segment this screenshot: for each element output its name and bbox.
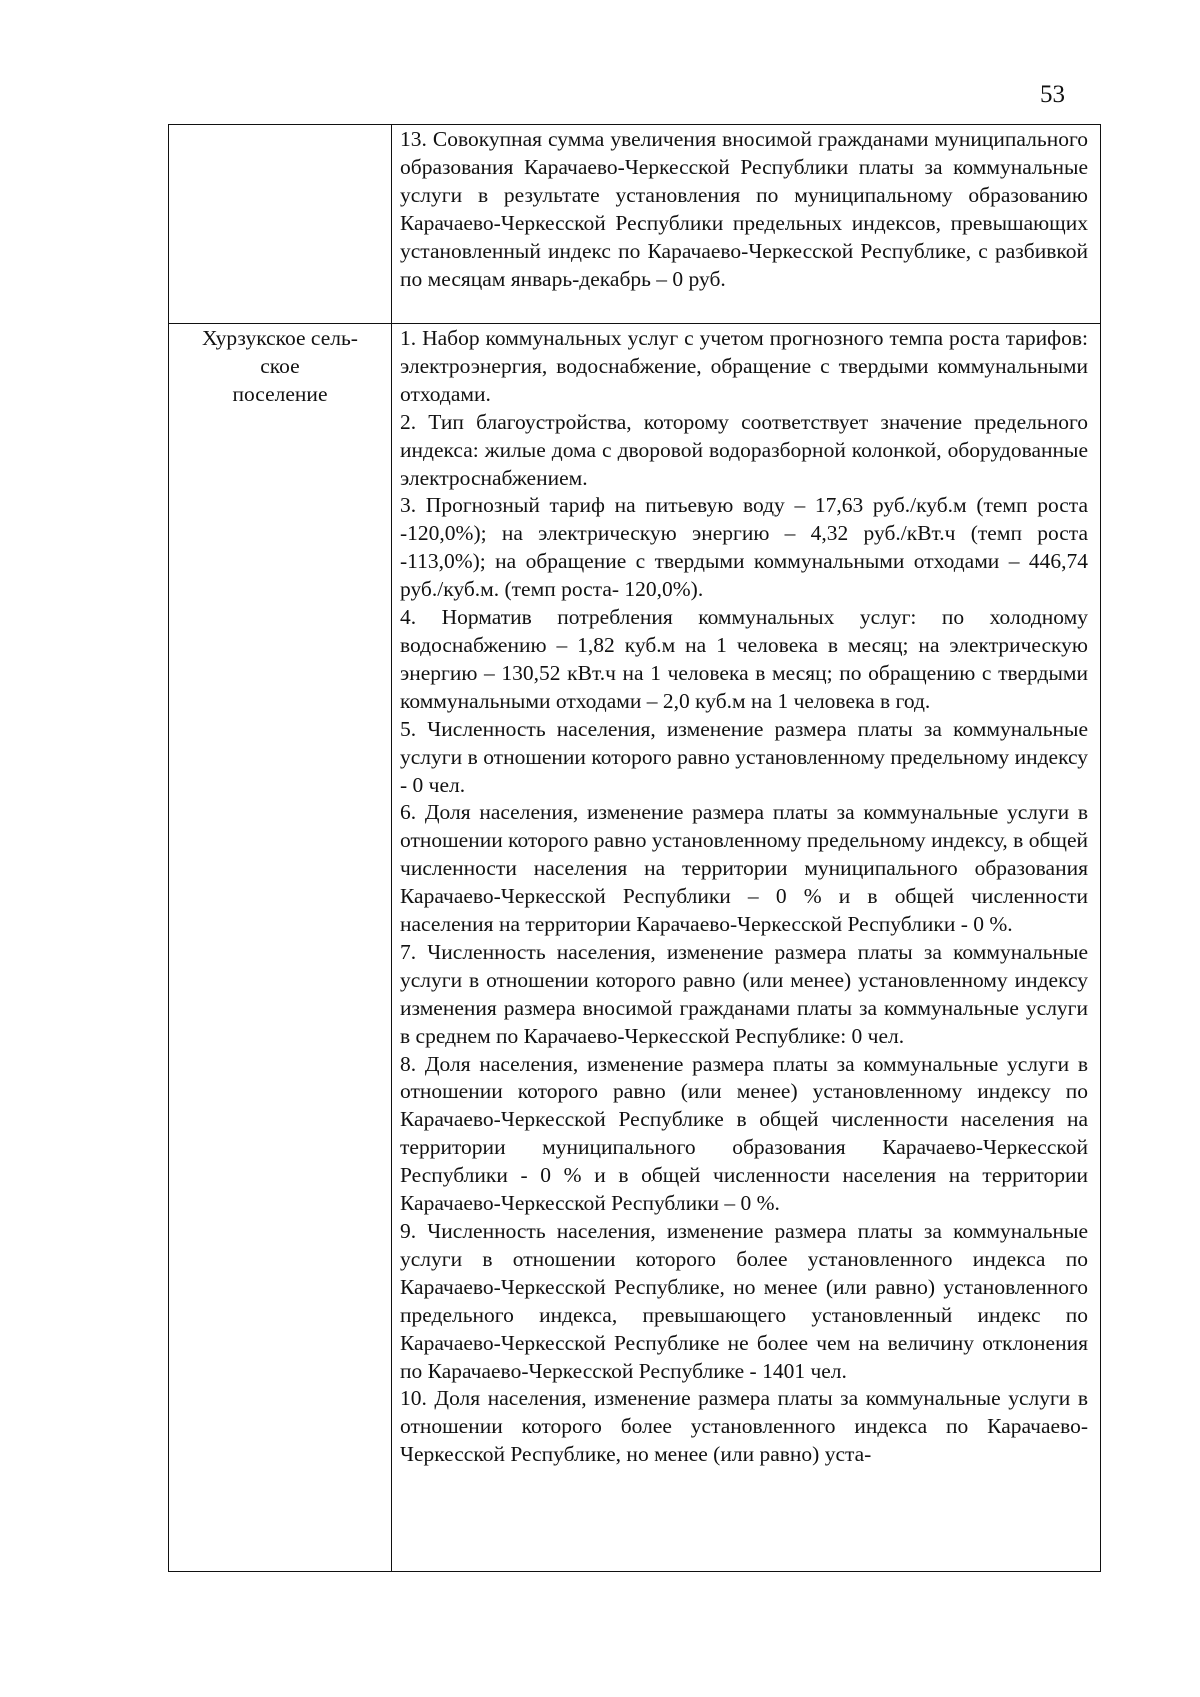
municipality-name-line: поселение xyxy=(232,381,328,406)
table-row-2-content xyxy=(400,325,1088,1469)
row-divider xyxy=(168,323,1101,324)
municipality-name-line: Хурзукское сель- xyxy=(202,326,358,350)
paragraph-2: 2. Тип благоустройства, которому соответствует значение предельного индекса: жилые дома с дворовой водоразборной колонкой, оборудованные электроснабжением. xyxy=(400,409,1088,490)
paragraph-8: 8. Доля населения, изменение размера платы за коммунальные услуги в отношении которого равно (или менее) установленному индексу по Карачаево-Черкесской Республике в общей численности населения на территории муниципального образования Карачаево-Черкесской Республики - 0 % и в общей численности населения на территории Карачаево-Черкесской Республики – 0 %. xyxy=(400,1051,1088,1216)
paragraph-5: 5. Численность населения, изменение размера платы за коммунальные услуги в отношении которого равно установленному предельному индексу - 0 чел. xyxy=(400,716,1088,797)
paragraph-4: 4. Норматив потребления коммунальных услуг: по холодному водоснабжению – 1,82 куб.м на 1 человека в месяц; на электрическую энергию – 130,52 кВт.ч на 1 человека в месяц; по обращению с твердыми коммунальными отходами – 2,0 куб.м на 1 человека в год. xyxy=(400,605,1088,713)
table-row-1-paragraph-13: 13. Совокупная сумма увеличения вносимой гражданами муниципального образования Карачаево-Черкесской Республики платы за коммунальные услуги в результате установления по муниципальному образованию Карачаево-Черкесской Республики предельных индексов, превышающих установленный индекс по Карачаево-Черкесской Республике, с разбивкой по месяцам январь-декабрь – 0 руб. xyxy=(400,127,1088,291)
paragraph-3: 3. Прогнозный тариф на питьевую воду – 17,63 руб./куб.м (темп роста -120,0%); на электрическую энергию – 4,32 руб./кВт.ч (темп роста -113,0%); на обращение с твердыми коммунальными отходами – 446,74 руб./куб.м. (темп роста- 120,0%). xyxy=(400,493,1088,602)
municipality-name-line: ское xyxy=(260,353,300,378)
paragraph-7: 7. Численность населения, изменение размера платы за коммунальные услуги в отношении которого равно (или менее) установленному индексу изменения размера вносимой гражданами платы за коммунальные услуги в среднем по Карачаево-Черкесской Республике: 0 чел. xyxy=(400,939,1088,1048)
municipality-name-cell xyxy=(172,325,388,409)
table-row-1-content xyxy=(400,126,1088,293)
paragraph-10: 10. Доля населения, изменение размера платы за коммунальные услуги в отношении которого более установленного индекса по Карачаево-Черкесской Республике, но менее (или равно) уста- xyxy=(400,1386,1088,1467)
paragraph-6: 6. Доля населения, изменение размера платы за коммунальные услуги в отношении которого равно установленному предельному индексу, в общей численности населения на территории муниципального образования Карачаево-Черкесской Республики – 0 % и в общей численности населения на территории Карачаево-Черкесской Республики - 0 %. xyxy=(400,800,1088,937)
page-number: 53 xyxy=(1040,81,1065,108)
column-divider xyxy=(391,124,392,1572)
paragraph-9: 9. Численность населения, изменение размера платы за коммунальные услуги в отношении которого более установленного индекса по Карачаево-Черкесской Республике, но менее (или равно) установленного предельного индекса, превышающего установленный индекс по Карачаево-Черкесской Республике не более чем на величину отклонения по Карачаево-Черкесской Республике - 1401 чел. xyxy=(400,1219,1088,1383)
paragraph-1: 1. Набор коммунальных услуг с учетом прогнозного темпа роста тарифов: электроэнергия, водоснабжение, обращение с твердыми коммунальными отходами. xyxy=(400,326,1088,406)
